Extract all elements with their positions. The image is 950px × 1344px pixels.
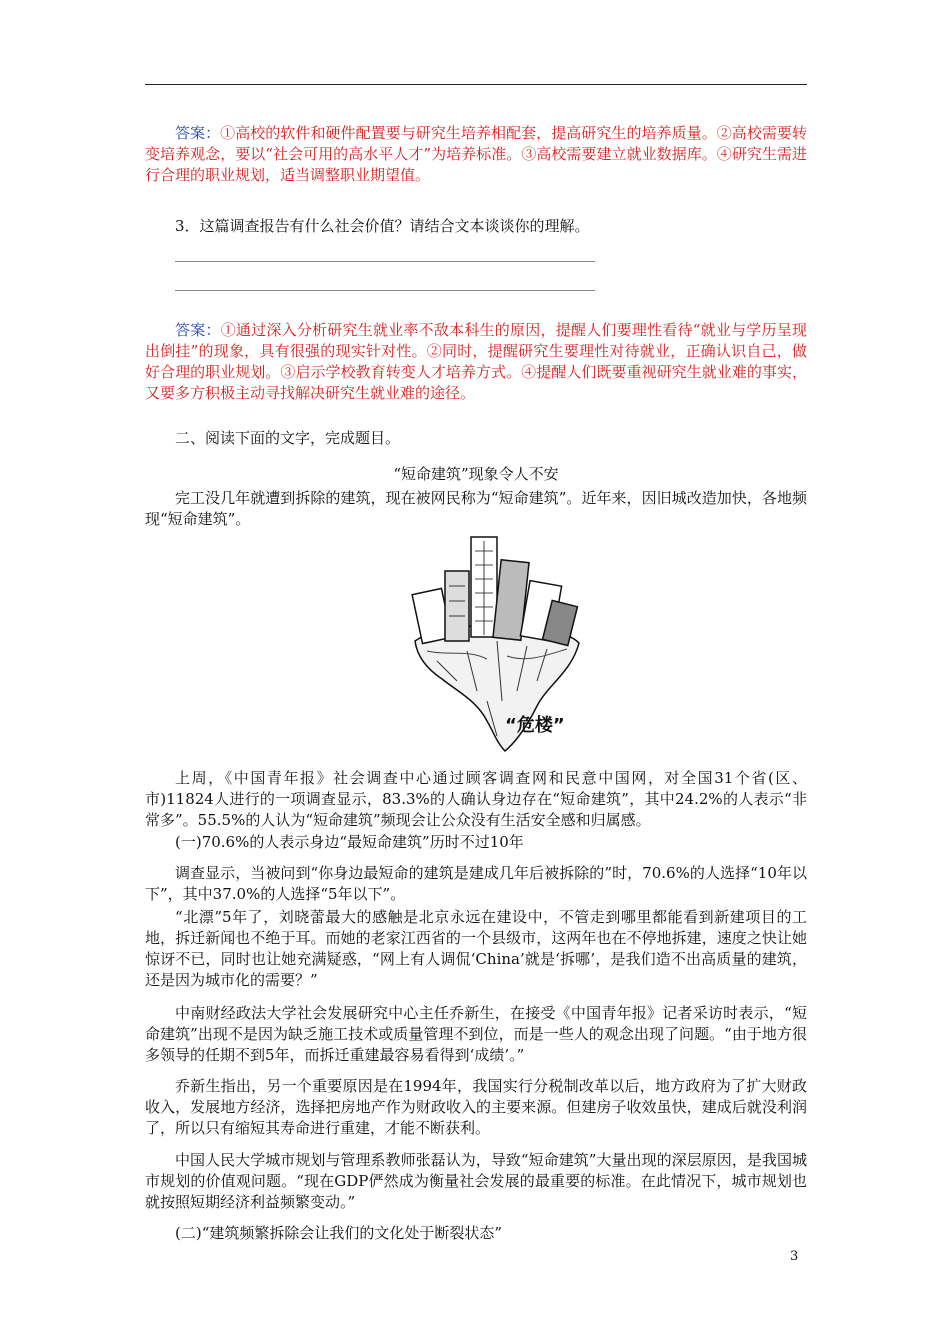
article-paragraph-6: 乔新生指出，另一个重要原因是在1994年，我国实行分税制改革以后，地方政府为了扩大财政收入，发展地方经济，选择把房地产作为财政收入的主要来源。但建房子收效虽快，建成后就没利润了，所以只有缩短其寿命进行重建，才能不断获利。: [145, 1077, 807, 1137]
illustration-short-lived-buildings: [397, 531, 593, 756]
article-paragraph-3: 调查显示，当被问到“你身边最短命的建筑是建成几年后被拆除的”时，70.6%的人选择“10年以下”，其中37.0%的人选择“5年以下”。: [145, 864, 807, 903]
building-cliff-drawing: [397, 531, 593, 756]
article-paragraph-5: 中南财经政法大学社会发展研究中心主任乔新生，在接受《中国青年报》记者采访时表示，“短命建筑”出现不是因为缺乏施工技术或质量管理不到位，而是一些人的观念出现了问题。“由于地方很多领导的任期不到5年，而拆迁重建最容易看得到‘成绩’。”: [145, 1004, 807, 1064]
article-paragraph-2: 上周，《中国青年报》社会调查中心通过顾客调查网和民意中国网，对全国31个省(区、市)11824人进行的一项调查显示，83.3%的人确认身边存在“短命建筑”，其中24.2%的人表示“非常多”。55.5%的人认为“短命建筑”频现会让公众没有生活安全感和归属感。: [145, 769, 807, 829]
answer-block-2: [145, 320, 807, 404]
header-rule: [145, 84, 807, 85]
answer-text: ①高校的软件和硬件配置要与研究生培养相配套，提高研究生的培养质量。②高校需要转变培养观念，要以“社会可用的高水平人才”为培养标准。③高校需要建立就业数据库。④研究生需进行合理的职业规划，适当调整职业期望值。: [145, 124, 807, 184]
article-paragraph-7: 中国人民大学城市规划与管理系教师张磊认为，导致“短命建筑”大量出现的深层原因，是我国城市规划的价值观问题。“现在GDP俨然成为衡量社会发展的最重要的标准。在此情况下，城市规划也就按照短期经济利益频繁变动。”: [145, 1151, 807, 1211]
article-paragraph-4: “北漂”5年了，刘晓蕾最大的感触是北京永远在建设中，不管走到哪里都能看到新建项目的工地，拆迁新闻也不绝于耳。而她的老家江西省的一个县级市，这两年也在不停地拆建，速度之快让她惊讶不已，同时也让她充满疑惑，“网上有人调侃‘China’就是‘拆哪’，是我们造不出高质量的建筑，还是因为城市化的需要？”: [145, 908, 807, 989]
question-3: 3．这篇调查报告有什么社会价值？请结合文本谈谈你的理解。: [175, 217, 590, 235]
answer-blank-line-1: [175, 261, 595, 262]
answer-blank-line-2: [175, 290, 595, 291]
answer-label: 答案：: [175, 321, 221, 339]
subheading-1: (一)70.6%的人表示身边“最短命建筑”历时不过10年: [175, 833, 524, 851]
answer-block-1: [145, 123, 807, 186]
section-2-heading: 二、阅读下面的文字，完成题目。: [175, 429, 401, 447]
article-title: “短命建筑”现象令人不安: [393, 465, 559, 483]
article-paragraph-1: 完工没几年就遭到拆除的建筑，现在被网民称为“短命建筑”。近年来，因旧城改造加快，各地频现“短命建筑”。: [145, 489, 807, 528]
page-number: 3: [790, 1249, 799, 1264]
answer-text: ①通过深入分析研究生就业率不敌本科生的原因，提醒人们要理性看待“就业与学历呈现出倒挂”的现象，具有很强的现实针对性。②同时，提醒研究生要理性对待就业，正确认识自己，做好合理的职业规划。③启示学校教育转变人才培养方式。④提醒人们既要重视研究生就业难的事实，又要多方积极主动寻找解决研究生就业难的途径。: [145, 321, 807, 402]
subheading-2: (二)“建筑频繁拆除会让我们的文化处于断裂状态”: [175, 1224, 503, 1242]
answer-label: 答案：: [175, 124, 221, 142]
figure-caption: “危楼”: [505, 715, 565, 736]
